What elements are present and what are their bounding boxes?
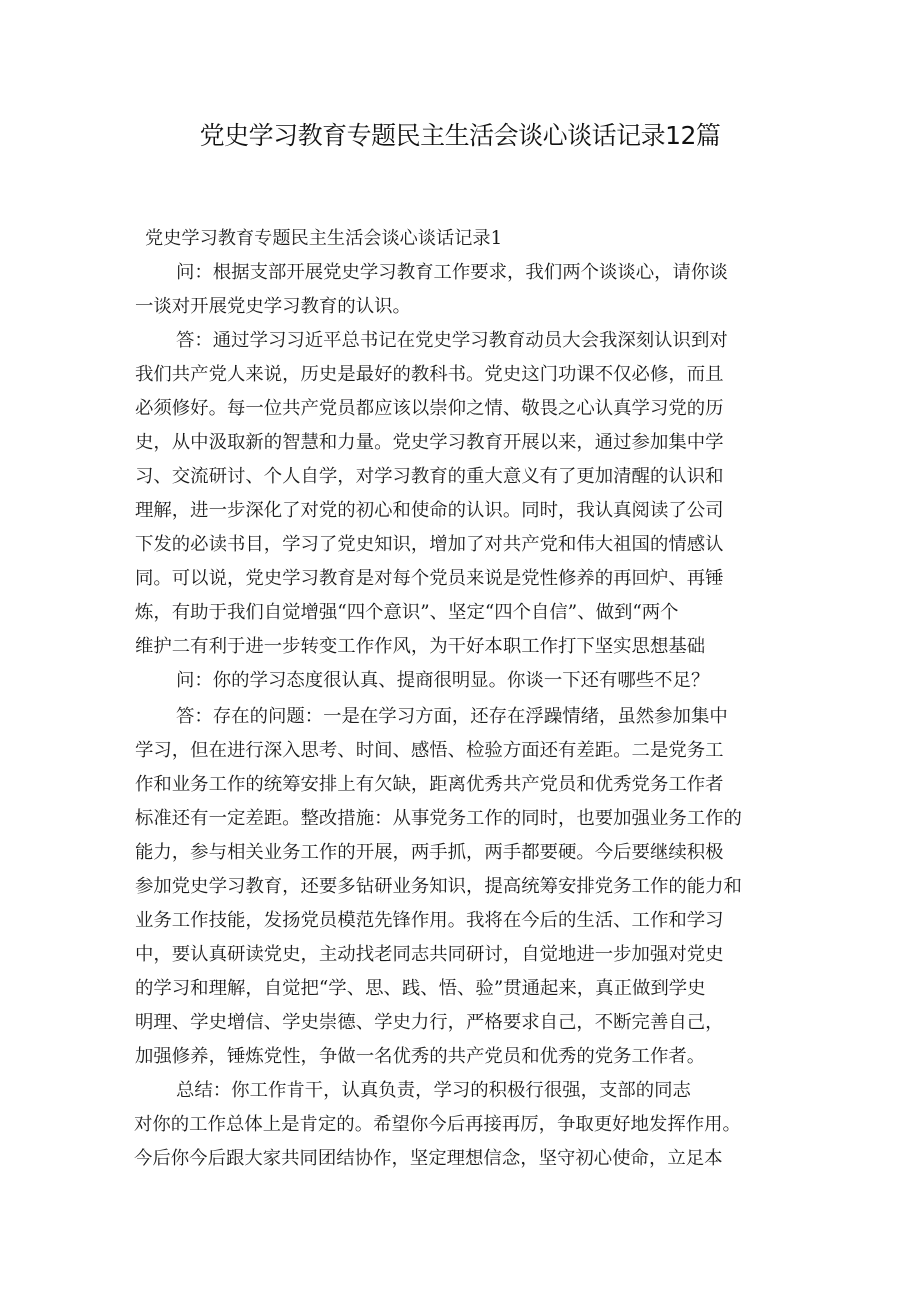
paragraph-line: 习、交流研讨、个人自学，对学习教育的重大意义有了更加清醒的认识和 [135, 466, 724, 487]
paragraph-line: 同。可以说，党史学习教育是对每个党员来说是党性修养的再回炉、再锤 [135, 568, 724, 589]
paragraph-line: 我们共产党人来说，历史是最好的教科书。党史这门功课不仅必修，而且 [135, 364, 724, 385]
paragraph-line: 史，从中汲取新的智慧和力量。党史学习教育开展以来，通过参加集中学 [135, 432, 724, 453]
paragraph-line: 学习，但在进行深入思考、时间、感悟、检验方面还有差距。二是党务工 [135, 740, 724, 761]
paragraph-line: 理解，进一步深化了对党的初心和使命的认识。同时，我认真阅读了公司 [135, 500, 724, 521]
paragraph-line: 今后你今后跟大家共同团结协作，坚定理想信念，坚守初心使命，立足本 [134, 1148, 723, 1169]
paragraph-line: 对你的工作总体上是肯定的。希望你今后再接再厉，争取更好地发挥作用。 [134, 1114, 741, 1135]
paragraph-line: 中，要认真研读党史，主动找老同志共同研讨，自觉地进一步加强对党史 [135, 944, 724, 965]
paragraph-line: 加强修养，锤炼党性，争做一名优秀的共产党员和优秀的党务工作者。 [135, 1046, 706, 1067]
paragraph-line: 下发的必读书目，学习了党史知识，增加了对共产党和伟大祖国的情感认 [135, 534, 724, 555]
paragraph-line: 作和业务工作的统筹安排上有欠缺，距离优秀共产党员和优秀党务工作者 [135, 774, 724, 795]
paragraph-line: 答：通过学习习近平总书记在党史学习教育动员大会我深刻认识到对 [176, 330, 728, 351]
paragraph-line: 的学习和理解，自觉把“学、思、践、悟、验”贯通起来，真正做到学史 [135, 978, 706, 999]
paragraph-line: 一谈对开展党史学习教育的认识。 [135, 296, 411, 317]
paragraph-line: 必须修好。每一位共产党员都应该以崇仰之情、敬畏之心认真学习党的历 [135, 398, 724, 419]
paragraph-line: 维护二有利于进一步转变工作作风，为干好本职工作打下坚实思想基础 [135, 636, 706, 657]
paragraph-line: 炼，有助于我们自觉增强“四个意识”、坚定“四个自信”、做到“两个 [135, 602, 679, 623]
paragraph-line: 答：存在的问题：一是在学习方面，还存在浮躁情绪，虽然参加集中 [176, 706, 728, 727]
paragraph-line: 问：你的学习态度很认真、提商很明显。你谈一下还有哪些不足？ [176, 670, 710, 691]
paragraph-line: 问：根据支部开展党史学习教育工作要求，我们两个谈谈心，请你谈 [176, 262, 728, 283]
document-title: 党史学习教育专题民主生活会谈心谈话记录12篇 [199, 121, 721, 150]
paragraph-line: 业务工作技能，发扬党员模范先锋作用。我将在今后的生活、工作和学习 [135, 910, 724, 931]
paragraph-line: 能力，参与相关业务工作的开展，两手抓，两手都要硬。今后要继续积极 [135, 842, 724, 863]
paragraph-line: 参加党史学习教育，还要多钻研业务知识，提高统筹安排党务工作的能力和 [135, 876, 742, 897]
paragraph-line: 标准还有一定差距。整改措施：从事党务工作的同时，也要加强业务工作的 [135, 808, 742, 829]
section-subtitle: 党史学习教育专题民主生活会谈心谈话记录1 [145, 228, 503, 249]
paragraph-line: 总结：你工作肯干，认真负责，学习的积极行很强，支部的同志 [176, 1080, 691, 1101]
paragraph-line: 明理、学史增信、学史崇德、学史力行，严格要求自己，不断完善自己， [135, 1012, 724, 1033]
